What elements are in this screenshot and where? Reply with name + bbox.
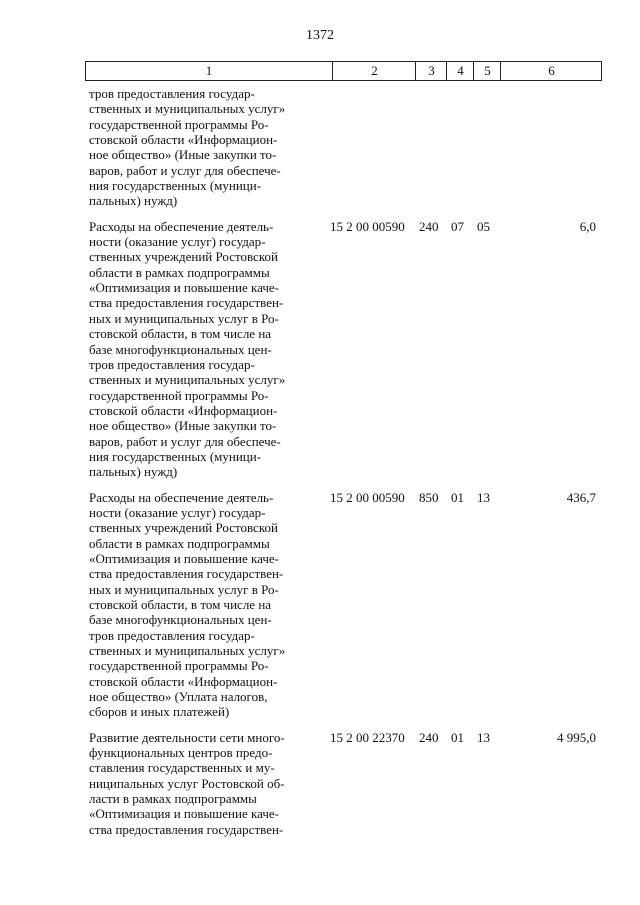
subsection-code: 13 (477, 489, 490, 505)
amount: 4 995,0 (557, 729, 596, 745)
section-code: 01 (451, 729, 464, 745)
table-row (85, 219, 602, 480)
section-code: 01 (451, 489, 464, 505)
table-row (85, 490, 602, 720)
page-number: 1372 (306, 28, 334, 43)
subsection-code: 05 (477, 218, 490, 234)
table-header (85, 61, 602, 81)
header-col-4: 4 (446, 62, 474, 80)
expense-type-code: 240 (419, 729, 439, 745)
table-row (85, 730, 602, 837)
row-description: Развитие деятельности сети много- функциональных центров предо- ставления государственных и му- ниципальных услуг Ростовской об- ласти в рамках подпрограммы «Оптимизация и повышение каче- ства предоставления государствен- (89, 729, 285, 837)
expense-type-code: 850 (419, 489, 439, 505)
header-col-2: 2 (332, 62, 416, 80)
table-body (85, 86, 602, 847)
header-col-3: 3 (415, 62, 447, 80)
row-description: Расходы на обеспечение деятель- ности (оказание услуг) государ- ственных учреждений Ростовской области в рамках подпрограммы «Оптимизация и повышение каче- ства предоставления государствен- ных и муниципальных услуг в Ро- стовской области, в том числе на базе многофункциональных цен- тров предоставления государ- ственных и муниципальных услуг» государственной программы Ро- стовской области «Информацион- ное общество» (Уплата налогов, сборов и иных платежей) (89, 489, 286, 720)
header-col-5: 5 (473, 62, 501, 80)
amount: 6,0 (579, 218, 596, 234)
amount: 436,7 (566, 489, 596, 505)
target-article-code: 15 2 00 00590 (330, 218, 405, 234)
header-col-1: 1 (205, 63, 213, 78)
subsection-code: 13 (477, 729, 490, 745)
header-col-6: 6 (500, 62, 602, 80)
table-row (85, 86, 602, 209)
row-description: тров предоставления государ- ственных и муниципальных услуг» государственной программы Ро- стовской области «Информацион- ное общество» (Иные закупки то- варов, работ и услуг для обеспече- ния государственных (муници- пальных) нужд) (89, 86, 286, 209)
expense-type-code: 240 (419, 218, 439, 234)
target-article-code: 15 2 00 22370 (330, 729, 405, 745)
section-code: 07 (451, 218, 464, 234)
row-description: Расходы на обеспечение деятель- ности (оказание услуг) государ- ственных учреждений Ростовской области в рамках подпрограммы «Оптимизация и повышение каче- ства предоставления государствен- ных и муниципальных услуг в Ро- стовской области, в том числе на базе многофункциональных цен- тров предоставления государ- ственных и муниципальных услуг» государственной программы Ро- стовской области «Информацион- ное общество» (Иные закупки то- варов, работ и услуг для обеспече- ния государственных (муници- пальных) нужд) (89, 218, 286, 480)
target-article-code: 15 2 00 00590 (330, 489, 405, 505)
